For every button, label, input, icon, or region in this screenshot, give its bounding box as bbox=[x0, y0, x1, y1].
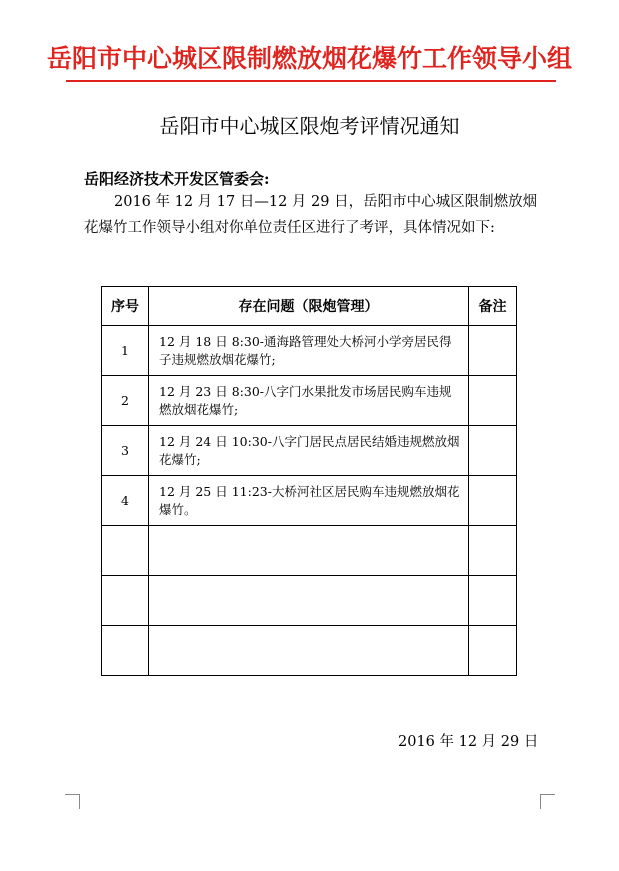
table-row bbox=[102, 326, 517, 376]
row-issue bbox=[149, 526, 469, 576]
table-row bbox=[102, 426, 517, 476]
row-issue: 12 月 23 日 8:30-八字门水果批发市场居民购车违规燃放烟花爆竹; bbox=[149, 376, 469, 426]
row-note bbox=[469, 426, 517, 476]
header-red-rule bbox=[66, 80, 556, 82]
document-title: 岳阳市中心城区限炮考评情况通知 bbox=[159, 114, 460, 138]
table-row bbox=[102, 476, 517, 526]
row-number: 1 bbox=[102, 326, 149, 376]
row-note bbox=[469, 326, 517, 376]
row-issue bbox=[149, 576, 469, 626]
table-header-row bbox=[102, 287, 517, 326]
row-issue: 12 月 25 日 11:23-大桥河社区居民购车违规燃放烟花爆竹。 bbox=[149, 476, 469, 526]
table-row bbox=[102, 626, 517, 676]
row-note bbox=[469, 476, 517, 526]
header-number: 序号 bbox=[102, 287, 149, 326]
signature-date: 2016 年 12 月 29 日 bbox=[398, 734, 539, 750]
row-issue: 12 月 24 日 10:30-八字门居民点居民结婚违规燃放烟花爆竹; bbox=[149, 426, 469, 476]
row-number: 2 bbox=[102, 376, 149, 426]
row-note bbox=[469, 376, 517, 426]
row-note bbox=[469, 626, 517, 676]
org-header-title: 岳阳市中心城区限制燃放烟花爆竹工作领导小组 bbox=[46, 44, 572, 73]
issues-table bbox=[101, 286, 517, 676]
page-corner-mark-right bbox=[540, 794, 555, 809]
table-row bbox=[102, 526, 517, 576]
row-number bbox=[102, 526, 149, 576]
row-note bbox=[469, 526, 517, 576]
row-number: 3 bbox=[102, 426, 149, 476]
row-number: 4 bbox=[102, 476, 149, 526]
page-corner-mark-left bbox=[65, 794, 80, 809]
row-number bbox=[102, 576, 149, 626]
row-note bbox=[469, 576, 517, 626]
table-row bbox=[102, 376, 517, 426]
body-paragraph: 2016 年 12 月 17 日—12 月 29 日，岳阳市中心城区限制燃放烟花爆竹工作领导小组对你单位责任区进行了考评，具体情况如下: bbox=[84, 194, 538, 236]
header-note: 备注 bbox=[469, 287, 517, 326]
table-row bbox=[102, 576, 517, 626]
addressee: 岳阳经济技术开发区管委会: bbox=[84, 170, 270, 188]
row-issue: 12 月 18 日 8:30-通海路管理处大桥河小学旁居民得子违规燃放烟花爆竹; bbox=[149, 326, 469, 376]
row-issue bbox=[149, 626, 469, 676]
header-issue: 存在问题（限炮管理） bbox=[149, 287, 469, 326]
row-number bbox=[102, 626, 149, 676]
